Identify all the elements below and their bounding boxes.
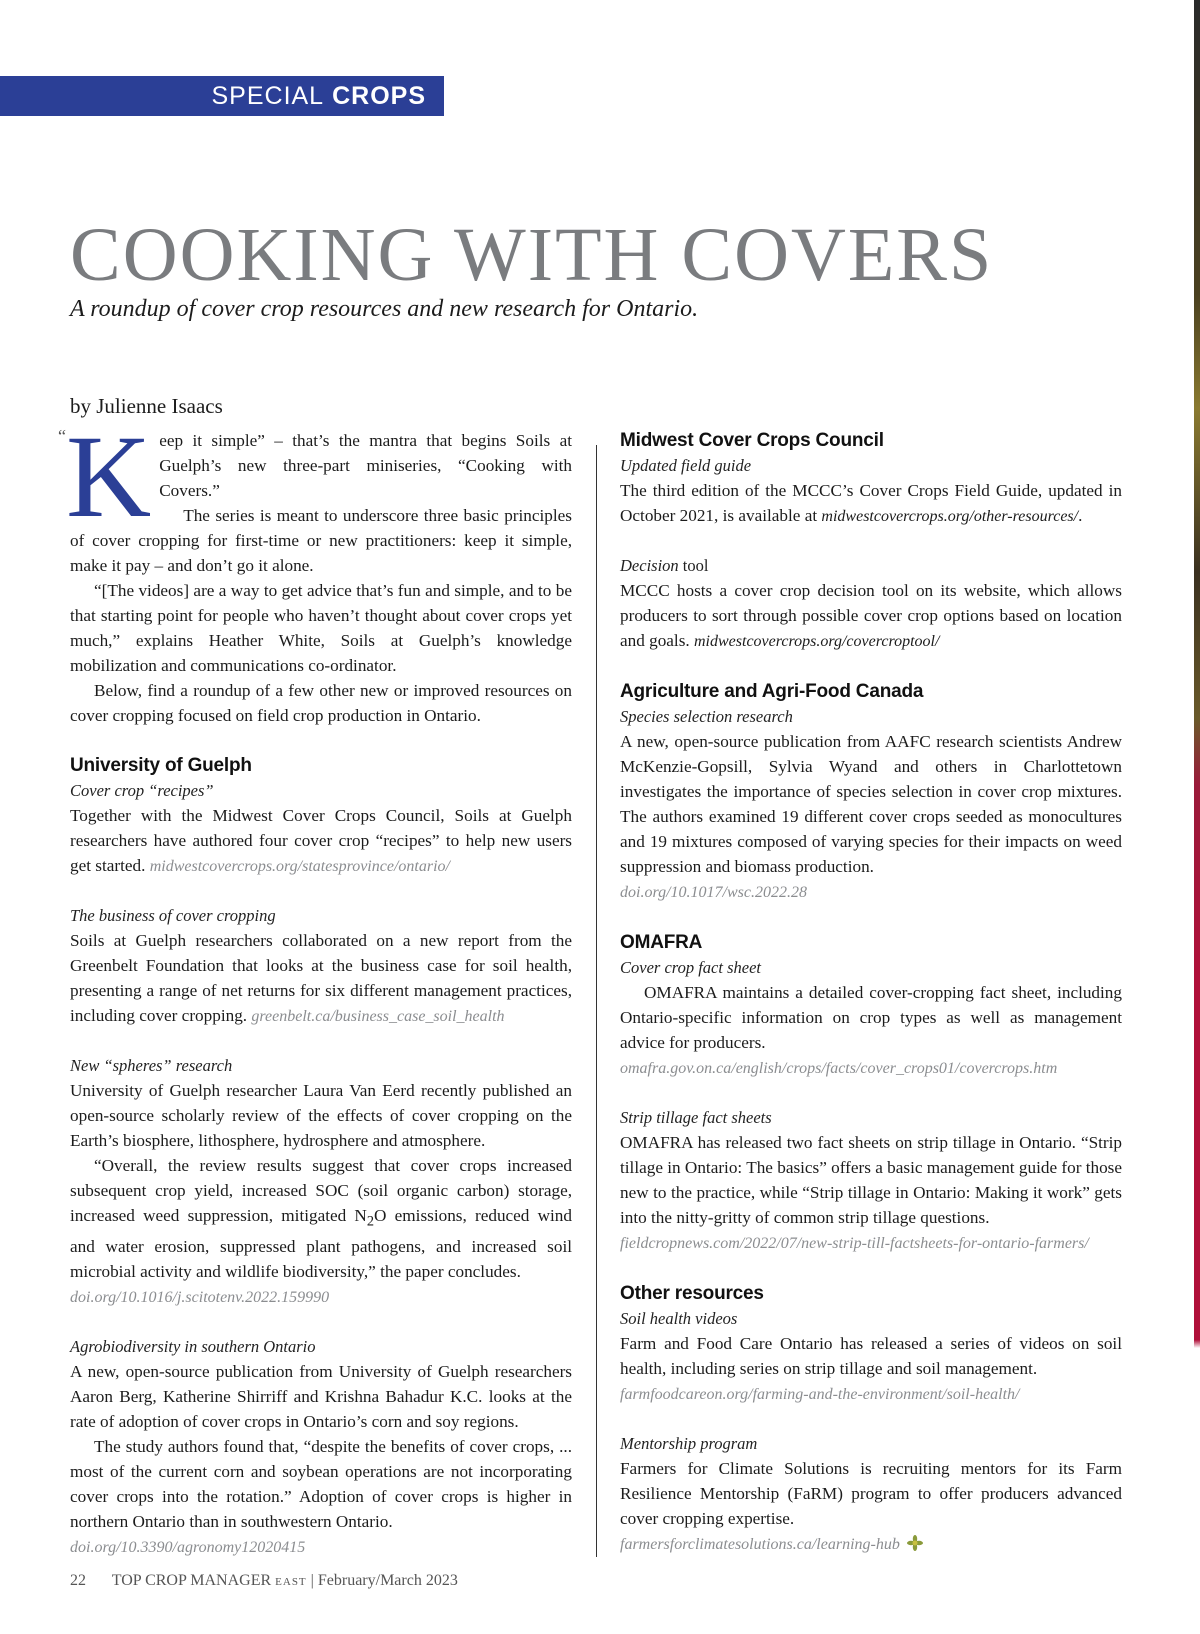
videos-text: Farm and Food Care Ontario has released a series of videos on soil health, including series on strip tillage and soil management. [620,1334,1122,1378]
intro-paragraph-1: eep it simple” – that’s the mantra that begins Soils at Guelph’s new three-part miniseries, “Cooking with Covers.” [159,431,572,500]
business-text: Soils at Guelph researchers collaborated on a new report from the Greenbelt Foundation that looks at the business case for soil health, presenting a range of net returns for six different management practices, including cover cropping. greenbelt.ca/business_case_soil_health [70,931,572,1025]
sub-cover-crop-fact-sheet: Cover crop fact sheet [620,958,761,977]
sub-cover-crop-recipes: Cover crop “recipes” [70,781,214,800]
strip-link[interactable]: fieldcropnews.com/2022/07/new-strip-till-factsheets-for-ontario-farmers/ [620,1235,1089,1252]
aafc-text: A new, open-source publication from AAFC research scientists Andrew McKenzie-Gopsill, Sylvia Wyand and others in Charlottetown investigates the importance of species selection in cover crop mixtures. The authors examined 19 different cover crops seeded as monocultures and 19 mixtures composed of varying species for their impacts on weed suppression and biomass production. [620,732,1122,876]
heading-aafc: Agriculture and Agri-Food Canada [620,681,924,702]
left-column [58,411,572,1560]
sub-spheres-research: New “spheres” research [70,1056,233,1075]
page-edge-strip [1194,0,1200,1634]
page-number: 22 [70,1572,86,1589]
issue-date: | February/March 2023 [310,1572,458,1589]
sub-species-selection: Species selection research [620,707,793,726]
recipes-text: Together with the Midwest Cover Crops Council, Soils at Guelph researchers have authored four cover crop “recipes” to help new users get started. midwestcovercrops.org/statesprovince/ontario/ [70,806,572,875]
guide-text: The third edition of the MCCC’s Cover Crops Field Guide, updated in October 2021, is available at midwestcovercrops.org/other-resources/. [620,481,1122,525]
mentor-link[interactable]: farmersforclimatesolutions.ca/learning-hub [620,1536,900,1553]
sub-agrobiodiversity: Agrobiodiversity in southern Ontario [70,1337,316,1357]
magazine-name: TOP CROP MANAGER [111,1572,272,1589]
strip-text: OMAFRA has released two fact sheets on strip tillage in Ontario. “Strip tillage in Ontario: The basics” offers a basic management guide for those new to the practice, while “Strip tillage in Ontario: Making it work” gets into the nitty-gritty of common strip tillage questions. [620,1133,1122,1227]
sub-updated-field-guide: Updated field guide [620,456,752,475]
byline: by Julienne Isaacs [70,394,223,418]
sub-strip-tillage: Strip tillage fact sheets [620,1108,772,1127]
spheres-quote: “Overall, the review results suggest that cover crops increased subsequent crop yield, increased SOC (soil organic carbon) storage, increased weed suppression, mitigated $N_2O$ emissions, reduced wind and water erosion, suppressed plant pathogens, and increased soil microbial activity and wildlife biodiversity,” the paper concludes. [70,1156,572,1282]
recipes-link[interactable]: midwestcovercrops.org/statesprovince/ontario/ [149,858,450,875]
drop-cap: K [66,411,152,542]
agro-text-2: The study authors found that, “despite the benefits of cover crops, ... most of the current corn and soybean operations are not incorporating cover crops into the rotation.” Adoption of cover crops is higher in northern Ontario than in southwestern Ontario. [70,1437,572,1532]
fact-link-line [620,1055,1122,1081]
mentor-link-line [620,1531,1122,1557]
section-tag [0,76,444,116]
guide-link[interactable]: midwestcovercrops.org/other-resources/ [821,508,1079,525]
spheres-link[interactable]: doi.org/10.1016/j.scitotenv.2022.159990 [70,1289,330,1307]
article-subtitle: A roundup of cover crop resources and new research for Ontario. [70,296,699,322]
business-link[interactable]: greenbelt.ca/business_case_soil_health [251,1008,505,1025]
sub-soil-health-videos: Soil health videos [620,1309,738,1328]
right-column [620,428,1122,1557]
spheres-link-line [70,1284,572,1310]
section-tag-bold: CROPS [332,81,426,110]
fact-link[interactable]: omafra.gov.on.ca/english/crops/facts/cover_crops01/covercrops.htm [620,1060,1058,1077]
spheres-text: University of Guelph researcher Laura Van Eerd recently published an open-source scholarly review of the effects of cover cropping on the Earth’s biosphere, lithosphere, hydrosphere and atmosphere. [70,1081,572,1150]
tool-text: MCCC hosts a cover crop decision tool on its website, which allows producers to sort through possible cover crop options based on location and goals. midwestcovercrops.org/covercroptool/ [620,581,1122,650]
leaf-end-mark-icon [906,1534,924,1552]
agro-link[interactable]: doi.org/10.3390/agronomy12020415 [70,1539,306,1557]
intro-lead [58,411,572,578]
heading-midwest-cover-crops-council: Midwest Cover Crops Council [620,430,884,451]
strip-link-line [620,1230,1122,1256]
heading-university-of-guelph: University of Guelph [70,755,252,776]
videos-link[interactable]: farmfoodcareon.org/farming-and-the-environment/soil-health/ [620,1386,1020,1403]
article-title: COOKING WITH COVERS [70,213,994,297]
intro-paragraph-1b: The series is meant to underscore three basic principles of cover cropping for first-time or new practitioners: keep it simple, make it pay – and don’t go it alone. [70,506,572,575]
intro-paragraph-3: Below, find a roundup of a few other new or improved resources on cover cropping focused on field crop production in Ontario. [70,681,572,725]
open-quote-mark: “ [58,426,66,446]
tool-link[interactable]: midwestcovercrops.org/covercroptool/ [694,633,940,650]
column-divider [596,445,597,1557]
sub-business-of-cover-cropping: The business of cover cropping [70,906,276,925]
agro-text: A new, open-source publication from University of Guelph researchers Aaron Berg, Katherine Shirriff and Krishna Bahadur K.C. looks at the rate of adoption of cover crops in Ontario’s corn and soy regions. [70,1362,572,1432]
section-tag-light: SPECIAL [211,81,325,110]
heading-other-resources: Other resources [620,1283,764,1304]
page-footer [70,1572,458,1590]
intro-paragraph-2: “[The videos] are a way to get advice that’s fun and simple, and to be that starting point for people who haven’t thought about cover crops yet much,” explains Heather White, Soils at Guelph’s knowledge mobilization and communications co-ordinator. [70,581,572,675]
aafc-link-line [620,879,1122,905]
mentor-text: Farmers for Climate Solutions is recruiting mentors for its Farm Resilience Mentorship (FaRM) program to offer producers advanced cover cropping expertise. [620,1459,1122,1528]
sub-decision-tool: Decision tool [620,556,709,575]
magazine-edition: EAST [275,1576,307,1588]
aafc-link[interactable]: doi.org/10.1017/wsc.2022.28 [620,884,807,901]
sub-mentorship-program: Mentorship program [620,1434,758,1453]
agro-link-line [70,1534,572,1560]
heading-omafra: OMAFRA [620,932,703,953]
fact-text: OMAFRA maintains a detailed cover-cropping fact sheet, including Ontario-specific information on crop types as well as management advice for producers. [620,983,1122,1052]
videos-link-line [620,1381,1122,1407]
